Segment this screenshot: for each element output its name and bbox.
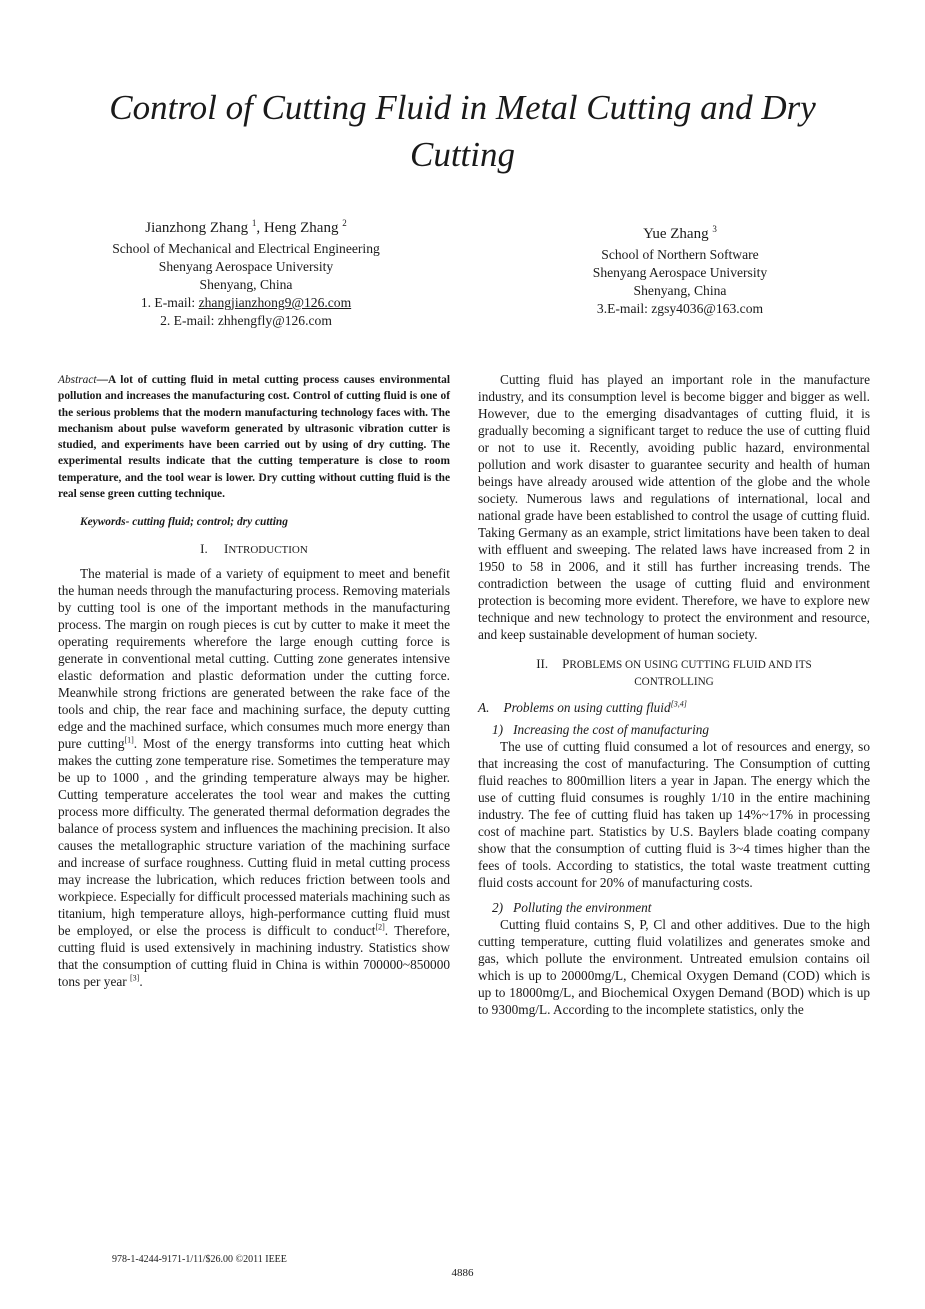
affiliation-line: Shenyang, China bbox=[199, 277, 293, 292]
author-sup: 3 bbox=[712, 224, 717, 234]
author-names-right bbox=[545, 225, 815, 243]
paper-title: Control of Cutting Fluid in Metal Cutting and Dry Cutting bbox=[109, 88, 816, 174]
authors-right bbox=[545, 225, 815, 318]
section-title-first: P bbox=[562, 656, 570, 671]
author-name: Jianzhong Zhang bbox=[145, 220, 249, 236]
citation: [1] bbox=[124, 735, 134, 745]
author-name: Yue Zhang bbox=[643, 226, 709, 242]
email-prefix: 1. E-mail: bbox=[140, 295, 199, 310]
right-column bbox=[478, 371, 870, 1018]
intro-text: The material is made of a variety of equipment to meet and benefit the human needs through the manufacturing process. Removing materials by cutting tool is one of the important methods in the manufacturing process. The margin on rough pieces is cut by cutter to make it meet the operating requirements wherefore the large enough cutting force is generate in conventional metal cutting. Cutting zone generates intensive elastic deformation and plastic deformation under the cutting force. Meanwhile strong frictions are generated between the rake face of the tools and chip, the rear face and machining surface, the deputy cutting edge and the machined surface, which consumes much more energy than pure cutting bbox=[58, 566, 450, 752]
abstract bbox=[58, 372, 450, 502]
intro-text: . Therefore, cutting fluid is used extensively in machining industry. Statistics show that the consumption of cutting fluid in China is within 700000~850000 tons per year bbox=[58, 923, 450, 990]
affiliation-line: Shenyang Aerospace University bbox=[592, 265, 768, 280]
citation: [3] bbox=[130, 973, 140, 983]
email-link[interactable]: zhangjianzhong9@126.com bbox=[198, 295, 352, 310]
subsubsection-heading-1 bbox=[478, 721, 870, 738]
section-heading-introduction bbox=[58, 540, 450, 559]
footer-isbn: 978-1-4244-9171-1/11/$26.00 ©2011 IEEE bbox=[112, 1254, 287, 1265]
section-heading-problems bbox=[478, 655, 870, 691]
citation: [3,4] bbox=[670, 699, 687, 709]
section-title-rest: ROBLEMS ON USING CUTTING FLUID AND ITS bbox=[569, 659, 812, 671]
subsubsection-heading-2 bbox=[478, 899, 870, 916]
subsubsection-title: Polluting the environment bbox=[513, 900, 652, 915]
intro-text: . Most of the energy transforms into cutting heat which makes the cutting zone temperature rise. Sometimes the temperature may be up to 1000 , and the grinding temperature always may be higher. Cutting temperature accelerates the tool wear and makes the cutting process more difficulty. The generated thermal deformation degrades the balance of process system and influences the machining precision. It also causes the metallographic structure variation of the machining surface and increase of surface roughness. Cutting fluid in metal cutting process may increase the lubrication, which reduces friction between tools and workpiece. Especially for difficult processed materials machining such as titanium, high temperature alloys, high-performance cutting fluid must be employed, or else the process is difficult to conduct bbox=[58, 736, 450, 939]
email-line: 3.E-mail: zgsy4036@163.com bbox=[596, 301, 764, 316]
subsubsection-number: 1) bbox=[492, 722, 504, 737]
section-title-first: I bbox=[224, 541, 229, 557]
email-line bbox=[70, 294, 422, 312]
body-paragraph: The use of cutting fluid consumed a lot of resources and energy, so that increasing the cost of manufacturing. The Consumption of cutting fluid reaches to 800million liters a year in Japan. The energy which the use of cutting fluid consumes is roughly 1/10 in the entire machining industry. The fee of cutting fluid has taken up 14%~17% in processing cost of machine part. Statistics by U.S. Baylers blade coating company show that the consumption of cutting fluid is 3~4 times higher than the fees of tools. According to statistics, the total waste treatment cutting fluid costs account for 20% of manufacturing costs. bbox=[478, 739, 870, 890]
section-heading-line bbox=[478, 655, 870, 674]
body-paragraph: Cutting fluid has played an important role in the manufacture industry, and its consumption level is become bigger and bigger as well. However, due to the emerging disadvantages of cutting fluid, it is gradually becoming a significant target to reduce the use of cutting fluid or not to use it. Recently, avoiding public hazard, environmental pollution and work disaster to guarantee security and health of human beings have already aroused wide attention of the globe and the whole society. Numerous laws and regulations of international, local and national grade have been established to control the usage of cutting fluid. Taking Germany as an example, strict limitations have been taken to deal with effluent and sweeping. The related laws have increased from 2 in 1950 to 58 in 2006, and it still has further increasing trends. The contradiction between the usage of cutting fluid and environment protection is becoming more evident. Therefore, we have to explore new technique and new technology to protect the environment and resource, and keep sustainable development of human society. bbox=[478, 372, 870, 642]
keywords: Keywords- cutting fluid; control; dry cutting bbox=[80, 516, 288, 529]
affiliation-line: Shenyang, China bbox=[633, 283, 727, 298]
body-paragraph: Cutting fluid contains S, P, Cl and other additives. Due to the high cutting temperature, cutting fluid volatilizes and generates smoke and gas, which pollute the environment. Untreated emulsion contains oil which is up to 20000mg/L, Chemical Oxygen Demand (COD) which is up to 18000mg/L, and Biochemical Oxygen Demand (BOD) which is up to 9300mg/L. According to the incomplete statistics, only the bbox=[478, 917, 870, 1017]
intro-text: . bbox=[139, 974, 143, 990]
section-title-rest: NTRODUCTION bbox=[228, 544, 308, 557]
affiliation-line: School of Northern Software bbox=[601, 247, 759, 262]
section-number: II. bbox=[536, 656, 549, 671]
abstract-label: Abstract bbox=[58, 374, 97, 386]
citation: [2] bbox=[375, 922, 385, 932]
email-line: 2. E-mail: zhhengfly@126.com bbox=[160, 313, 332, 328]
subsubsection-title: Increasing the cost of manufacturing bbox=[513, 722, 710, 737]
page-number: 4886 bbox=[451, 1267, 474, 1279]
authors-left bbox=[70, 219, 422, 330]
author-names-left bbox=[70, 219, 422, 237]
subsubsection-number: 2) bbox=[492, 900, 504, 915]
abstract-text: —A lot of cutting fluid in metal cutting process causes environmental pollution and increases the manufacturing cost. Control of cutting fluid is one of the serious problems that the modern manufacturing technology faces with. The mechanism about pulse waveform generated by ultrasonic vibration cutter is studied, and experiments have been carried out by using of dry cutting. The experimental results indicate that the cutting temperature is close to room temperature, and the tool wear is lower. Dry cutting without cutting fluid is the real sense green cutting technique. bbox=[58, 374, 450, 501]
left-column bbox=[58, 372, 450, 990]
affiliation-line: School of Mechanical and Electrical Engineering bbox=[112, 241, 380, 256]
author-name: Heng Zhang bbox=[263, 220, 339, 236]
subsection-heading-a bbox=[478, 699, 870, 716]
author-sup: 1 bbox=[251, 218, 257, 228]
subsection-title: Problems on using cutting fluid bbox=[503, 700, 671, 715]
affiliation-line: Shenyang Aerospace University bbox=[158, 259, 334, 274]
author-sup: 2 bbox=[342, 218, 347, 228]
author-separator: , bbox=[256, 220, 264, 236]
intro-paragraph bbox=[58, 565, 450, 990]
section-heading-line: CONTROLLING bbox=[634, 676, 714, 688]
subsection-letter: A. bbox=[478, 700, 490, 715]
section-number: I. bbox=[200, 541, 208, 557]
